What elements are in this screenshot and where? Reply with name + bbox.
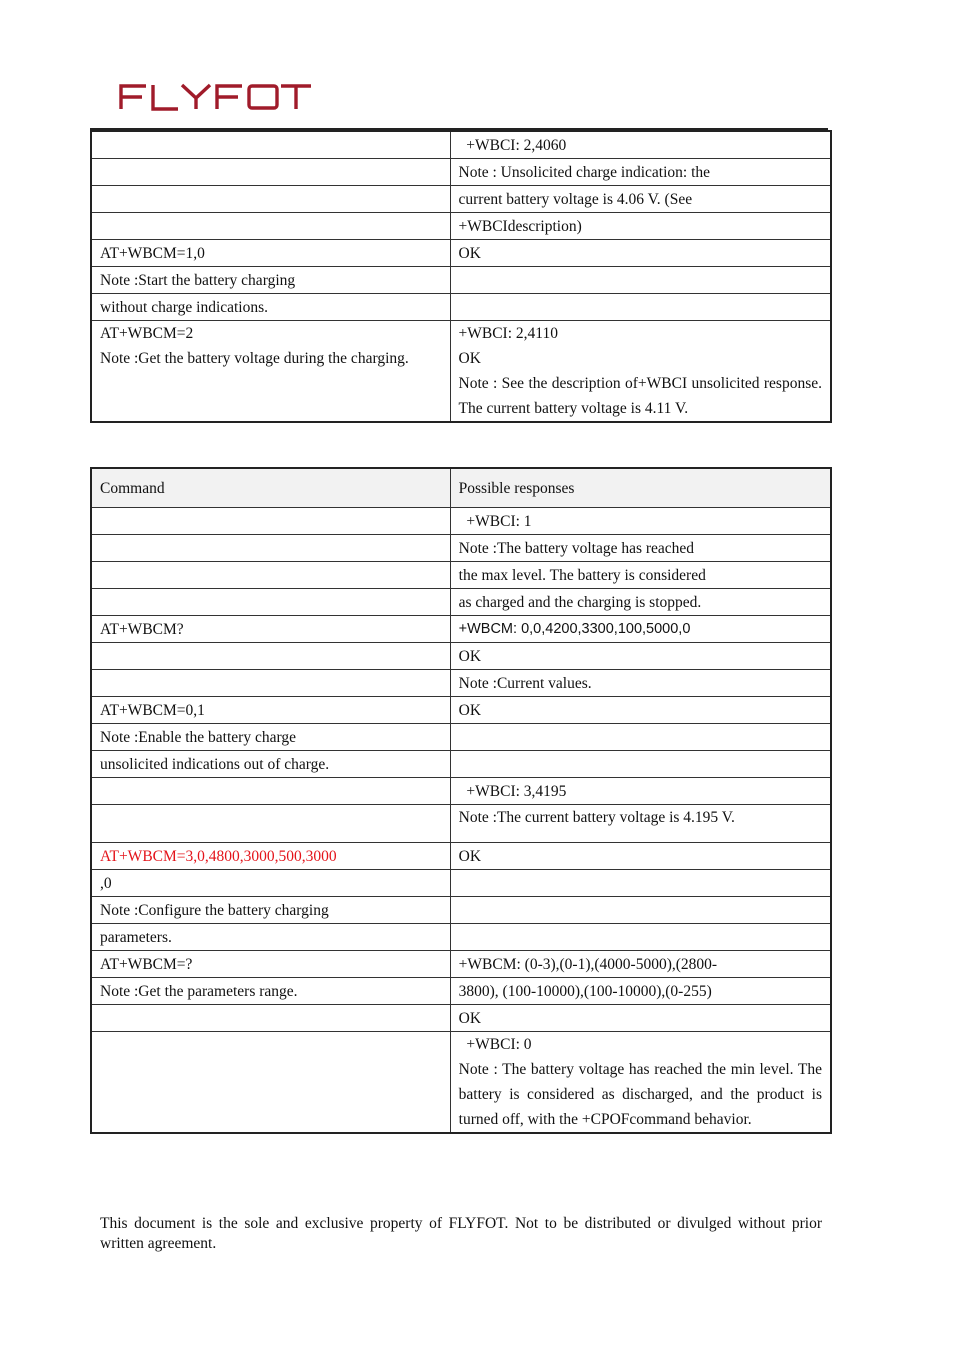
column-header-responses: Possible responses xyxy=(450,468,831,508)
table-row xyxy=(91,751,831,778)
command-cell xyxy=(91,778,450,805)
command-cell xyxy=(91,131,450,159)
response-note: Note : The battery voltage has reached the min level. The battery is considered as discharged, and the product is turned off, with the +CPOFcommand behavior. xyxy=(458,1061,822,1128)
table-row xyxy=(91,535,831,562)
table-row xyxy=(91,870,831,897)
response-text: +WBCI: 2,4110 xyxy=(458,325,558,342)
table-row xyxy=(91,1005,831,1032)
command-cell xyxy=(91,1032,450,1134)
table-row xyxy=(91,616,831,643)
command-cell xyxy=(91,1005,450,1032)
response-cell: Note : Unsolicited charge indication: the xyxy=(450,159,831,186)
command-cell xyxy=(91,805,450,843)
response-cell xyxy=(450,724,831,751)
table-row xyxy=(91,508,831,535)
table-row xyxy=(91,589,831,616)
column-header-command: Command xyxy=(91,468,450,508)
command-cell: unsolicited indications out of charge. xyxy=(91,751,450,778)
table-row xyxy=(91,267,831,294)
table-row xyxy=(91,924,831,951)
response-cell: OK xyxy=(450,697,831,724)
command-cell xyxy=(91,562,450,589)
response-cell xyxy=(450,924,831,951)
response-cell: +WBCIdescription) xyxy=(450,213,831,240)
response-cell: Note :The current battery voltage is 4.195 V. xyxy=(450,805,831,843)
response-ok: OK xyxy=(458,350,481,367)
table-row xyxy=(91,805,831,843)
command-cell: parameters. xyxy=(91,924,450,951)
response-cell: OK xyxy=(450,643,831,670)
table-row xyxy=(91,159,831,186)
response-cell: as charged and the charging is stopped. xyxy=(450,589,831,616)
response-cell: OK xyxy=(450,1005,831,1032)
response-cell: +WBCI: 3,4195 xyxy=(450,778,831,805)
command-cell: ,0 xyxy=(91,870,450,897)
table-row xyxy=(91,843,831,870)
table-row xyxy=(91,643,831,670)
command-cell: AT+WBCM? xyxy=(91,616,450,643)
command-cell xyxy=(91,321,450,423)
response-cell: OK xyxy=(450,843,831,870)
response-cell: current battery voltage is 4.06 V. (See xyxy=(450,186,831,213)
command-cell: Note :Get the parameters range. xyxy=(91,978,450,1005)
table-row xyxy=(91,213,831,240)
command-cell: AT+WBCM=0,1 xyxy=(91,697,450,724)
response-cell: 3800), (100-10000),(100-10000),(0-255) xyxy=(450,978,831,1005)
table-row xyxy=(91,294,831,321)
table-row xyxy=(91,670,831,697)
response-cell: Note :The battery voltage has reached xyxy=(450,535,831,562)
response-cell xyxy=(450,1032,831,1134)
table-row xyxy=(91,951,831,978)
command-cell: AT+WBCM=? xyxy=(91,951,450,978)
table-row xyxy=(91,697,831,724)
response-cell: +WBCM: 0,0,4200,3300,100,5000,0 xyxy=(450,616,831,643)
command-cell xyxy=(91,589,450,616)
table-row xyxy=(91,1032,831,1134)
table-row xyxy=(91,186,831,213)
table-row xyxy=(91,724,831,751)
command-cell xyxy=(91,508,450,535)
response-note: Note : See the description of+WBCI unsolicited response. The current battery voltage is 4.11 V. xyxy=(458,375,822,417)
table-row xyxy=(91,321,831,423)
flyfot-logo xyxy=(118,82,314,112)
command-cell xyxy=(91,213,450,240)
response-cell xyxy=(450,751,831,778)
command-cell-highlighted: AT+WBCM=3,0,4800,3000,500,3000 xyxy=(91,843,450,870)
response-cell: +WBCI: 2,4060 xyxy=(450,131,831,159)
command-table-continued xyxy=(90,130,832,423)
table-row xyxy=(91,778,831,805)
footer-disclaimer: This document is the sole and exclusive property of FLYFOT. Not to be distributed or divulged without prior written agreement. xyxy=(100,1215,822,1252)
table-row xyxy=(91,240,831,267)
response-cell: Note :Current values. xyxy=(450,670,831,697)
response-cell: +WBCI: 1 xyxy=(450,508,831,535)
table-row xyxy=(91,978,831,1005)
table-row xyxy=(91,897,831,924)
command-cell xyxy=(91,159,450,186)
response-cell: +WBCM: (0-3),(0-1),(4000-5000),(2800- xyxy=(450,951,831,978)
command-cell: without charge indications. xyxy=(91,294,450,321)
response-cell xyxy=(450,870,831,897)
command-cell: Note :Start the battery charging xyxy=(91,267,450,294)
command-cell xyxy=(91,186,450,213)
command-cell xyxy=(91,670,450,697)
response-cell xyxy=(450,294,831,321)
command-cell: Note :Configure the battery charging xyxy=(91,897,450,924)
command-table xyxy=(90,467,832,1134)
command-cell xyxy=(91,535,450,562)
table-row xyxy=(91,131,831,159)
command-cell: AT+WBCM=1,0 xyxy=(91,240,450,267)
response-cell xyxy=(450,267,831,294)
command-cell: Note :Enable the battery charge xyxy=(91,724,450,751)
command-text: AT+WBCM=2 xyxy=(100,325,194,342)
response-cell: OK xyxy=(450,240,831,267)
response-cell xyxy=(450,897,831,924)
response-text: +WBCI: 0 xyxy=(458,1036,532,1053)
table-row xyxy=(91,562,831,589)
response-cell: the max level. The battery is considered xyxy=(450,562,831,589)
command-cell xyxy=(91,643,450,670)
command-note: Note :Get the battery voltage during the charging. xyxy=(100,350,409,367)
table-header-row xyxy=(91,468,831,508)
response-cell xyxy=(450,321,831,423)
